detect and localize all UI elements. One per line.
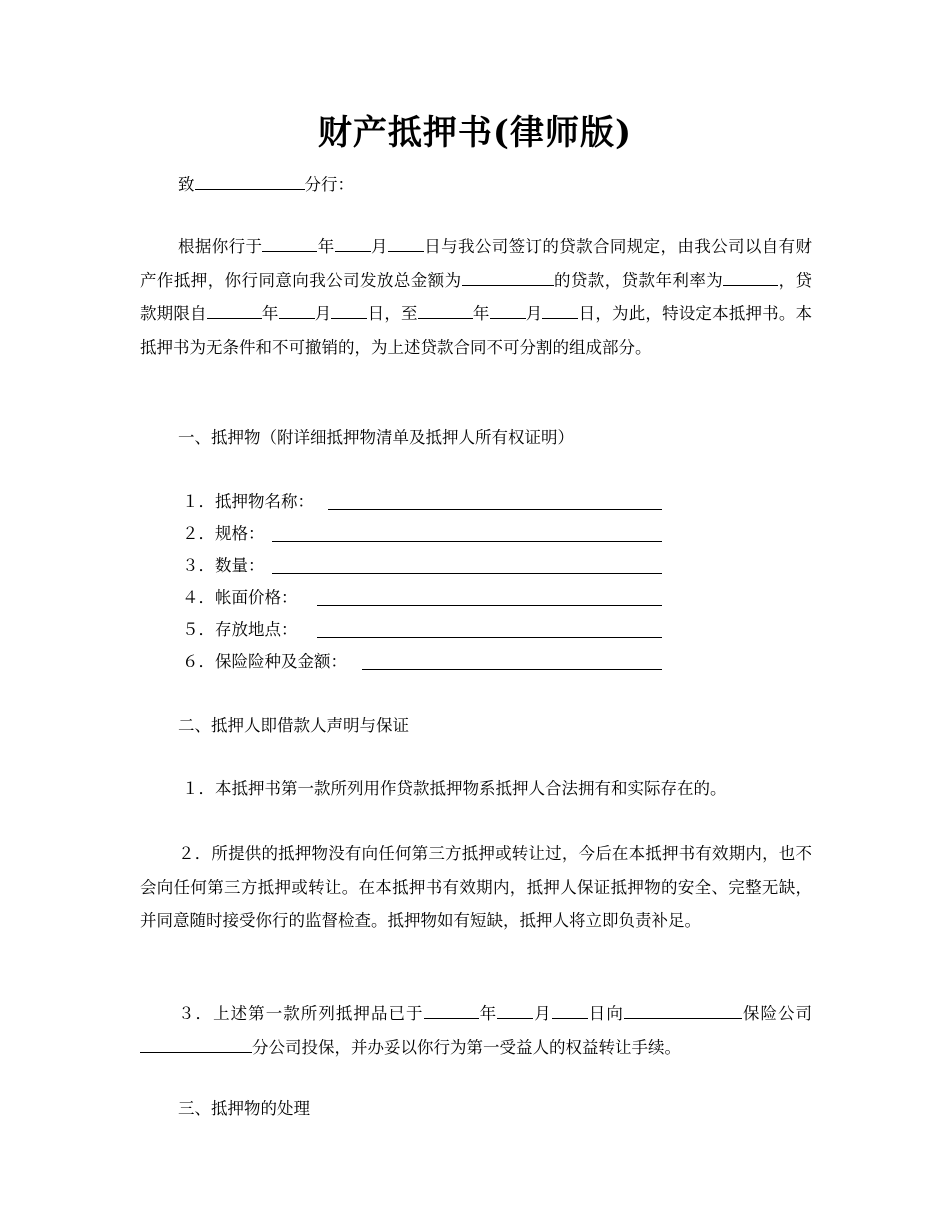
- section-2-clause-2: ２．所提供的抵押物没有向任何第三方抵押或转让过，今后在本抵押书有效期内，也不会向任何第三方抵押或转让。在本抵押书有效期内，抵押人保证抵押物的安全、完整无缺，并同意随时接受你行的监督检查。抵押物如有短缺，抵押人将立即负责补足。: [140, 844, 812, 930]
- contract-year-blank: [262, 233, 317, 252]
- branch-name-blank: [195, 171, 305, 190]
- end-day-blank: [542, 300, 578, 319]
- quantity-blank: [272, 573, 662, 574]
- start-month-blank: [279, 300, 315, 319]
- book-value-blank: [317, 605, 662, 606]
- insurance-blank: [362, 669, 662, 670]
- clause-3-text-1: ３．上述第一款所列抵押品已于: [178, 1004, 424, 1023]
- intro-text-6: ，贷款期限自: [140, 270, 812, 323]
- intro-text-7: 年: [261, 304, 279, 323]
- section-1-heading: 一、抵押物（附详细抵押物清单及抵押人所有权证明）: [178, 428, 574, 447]
- clause-3-text-2: 年: [478, 1004, 498, 1023]
- section-2-heading: 二、抵押人即借款人声明与保证: [178, 716, 409, 735]
- contract-month-blank: [335, 233, 371, 252]
- intro-text-3: 月: [370, 237, 388, 256]
- item-storage-location: ５．存放地点：: [182, 620, 298, 639]
- salutation: [178, 171, 354, 197]
- intro-text-8: 月: [314, 304, 332, 323]
- insurer-branch-blank: [140, 1034, 252, 1053]
- intro-text-1: 根据你行于: [178, 237, 263, 256]
- document-title: 财产抵押书(律师版): [317, 113, 633, 153]
- intro-text-9: 日，至: [367, 304, 418, 323]
- storage-location-blank: [317, 637, 662, 638]
- salutation-suffix: 分行：: [304, 175, 354, 194]
- end-month-blank: [490, 300, 526, 319]
- insured-year-blank: [424, 1000, 479, 1019]
- interest-rate-blank: [723, 267, 778, 286]
- item-insurance: ６．保险险种及金额：: [182, 652, 347, 671]
- loan-amount-blank: [462, 267, 554, 286]
- item-book-value: ４．帐面价格：: [182, 588, 298, 607]
- section-2-clause-3: [140, 997, 812, 1064]
- specification-blank: [272, 541, 662, 542]
- section-3-heading: 三、抵押物的处理: [178, 1099, 310, 1118]
- clause-3-text-3: 月: [533, 1004, 552, 1023]
- insured-month-blank: [497, 1000, 533, 1019]
- start-day-blank: [331, 300, 367, 319]
- start-year-blank: [207, 300, 262, 319]
- contract-day-blank: [388, 233, 424, 252]
- collateral-name-blank: [328, 509, 662, 510]
- section-2-clause-1: １．本抵押书第一款所列用作贷款抵押物系抵押人合法拥有和实际存在的。: [182, 779, 727, 798]
- intro-text-11: 月: [525, 304, 543, 323]
- intro-text-2: 年: [317, 237, 335, 256]
- intro-text-12: 日，为此，特设定本抵押书。本抵押书为无条件和不可撤销的，为上述贷款合同不可分割的组成部分。: [140, 304, 813, 357]
- intro-text-10: 年: [472, 304, 490, 323]
- clause-3-text-5: 保险公司: [741, 1004, 813, 1023]
- item-quantity: ３．数量：: [182, 556, 265, 575]
- clause-3-text-4: 日向: [587, 1004, 624, 1023]
- item-collateral-name: １．抵押物名称：: [182, 492, 314, 511]
- intro-text-4: 日与我公司签订的贷款合同规定，由我公司以自有财产作抵押，你行同意向我公司发放总金额为: [140, 237, 812, 290]
- intro-paragraph: [140, 230, 812, 364]
- insured-day-blank: [552, 1000, 588, 1019]
- intro-text-5: 的贷款，贷款年利率为: [553, 270, 724, 290]
- salutation-prefix: 致: [178, 175, 195, 194]
- clause-3-text-6: 分公司投保，并办妥以你行为第一受益人的权益转让手续。: [252, 1037, 681, 1057]
- item-specification: ２．规格：: [182, 524, 265, 543]
- end-year-blank: [418, 300, 473, 319]
- insurer-name-blank: [624, 1000, 742, 1019]
